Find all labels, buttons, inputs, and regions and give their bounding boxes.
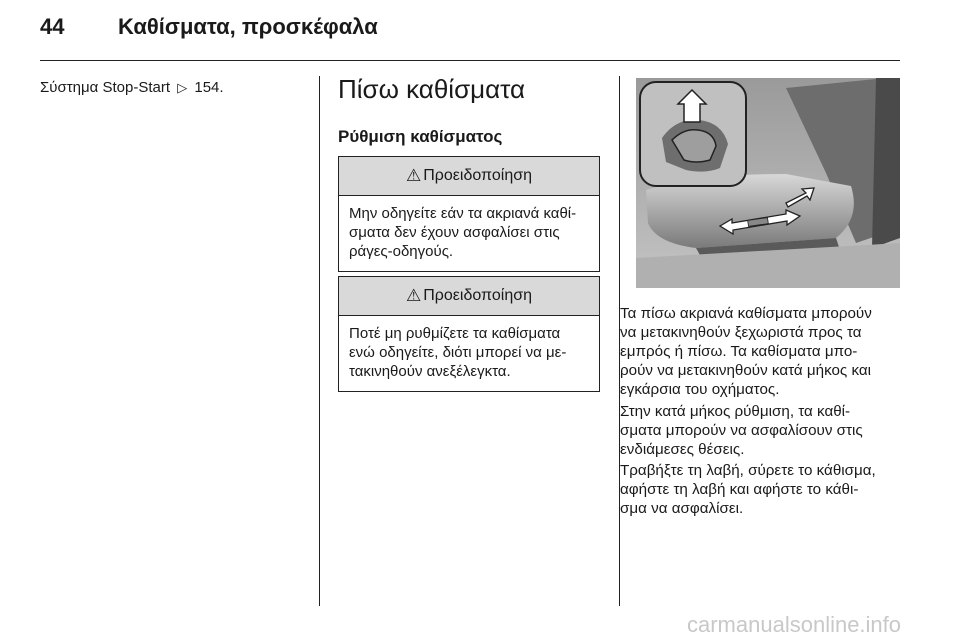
warning-box-2 [338, 276, 600, 392]
text-line: Τα πίσω ακριανά καθίσματα μπορούν [620, 305, 872, 322]
section-title: Πίσω καθίσματα [338, 74, 526, 104]
page-header-title: Καθίσματα, προσκέφαλα [118, 14, 378, 39]
text-line: να μετακινηθούν ξεχωριστά προς τα [620, 324, 862, 341]
warning-header [339, 277, 599, 316]
paragraph-3 [620, 461, 902, 518]
seat-adjustment-illustration [636, 78, 900, 288]
warning-line: ράγες-οδηγούς. [349, 243, 454, 260]
text-line: εμπρός ή πίσω. Τα καθίσματα μπο- [620, 343, 858, 360]
page-number: 44 [40, 14, 65, 39]
text-line: ενδιάμεσες θέσεις. [620, 441, 745, 458]
warning-line: Μην οδηγείτε εάν τα ακριανά καθί- [349, 205, 577, 222]
text-line: ρούν να μετακινηθούν κατά μήκος και [620, 362, 872, 379]
warning-line: τακινηθούν ανεξέλεγκτα. [349, 363, 511, 380]
paragraph-2 [620, 402, 902, 459]
warning-heading: Προειδοποίηση [423, 167, 532, 184]
warning-triangle-icon: ⚠ [405, 286, 422, 305]
text-line: σματα μπορούν να ασφαλίσουν στις [620, 422, 863, 439]
header-rule [40, 60, 900, 61]
warning-line: Ποτέ μη ρυθμίζετε τα καθίσματα [349, 325, 561, 342]
paragraph-1 [620, 304, 902, 399]
warning-line: ενώ οδηγείτε, διότι μπορεί να με- [349, 344, 567, 361]
text-line: εγκάρσια του οχήματος. [620, 381, 780, 398]
warning-heading: Προειδοποίηση [423, 287, 532, 304]
warning-body [339, 196, 599, 271]
text-line: Στην κατά μήκος ρύθμιση, τα καθί- [620, 403, 851, 420]
warning-header [339, 157, 599, 196]
watermark-text: carmanualsonline.info [687, 612, 902, 637]
warning-body [339, 316, 599, 391]
cross-reference [40, 79, 224, 96]
text-line: Τραβήξτε τη λαβή, σύρετε το κάθισμα, [620, 462, 876, 479]
text-line: αφήστε τη λαβή και αφήστε το κάθι- [620, 481, 859, 498]
warning-line: σματα δεν έχουν ασφαλίσει στις [349, 224, 560, 241]
cross-reference-page[interactable]: 154. [194, 79, 224, 96]
seat-illustration-svg [636, 78, 900, 288]
warning-triangle-icon: ⚠ [405, 166, 422, 185]
column-divider-left [319, 76, 320, 606]
text-line: σμα να ασφαλίσει. [620, 500, 744, 517]
section-subtitle: Ρύθμιση καθίσματος [338, 127, 503, 146]
warning-box-1 [338, 156, 600, 272]
reference-arrow-icon: ▷ [177, 80, 188, 95]
cross-reference-text: Σύστημα Stop-Start [40, 79, 171, 96]
